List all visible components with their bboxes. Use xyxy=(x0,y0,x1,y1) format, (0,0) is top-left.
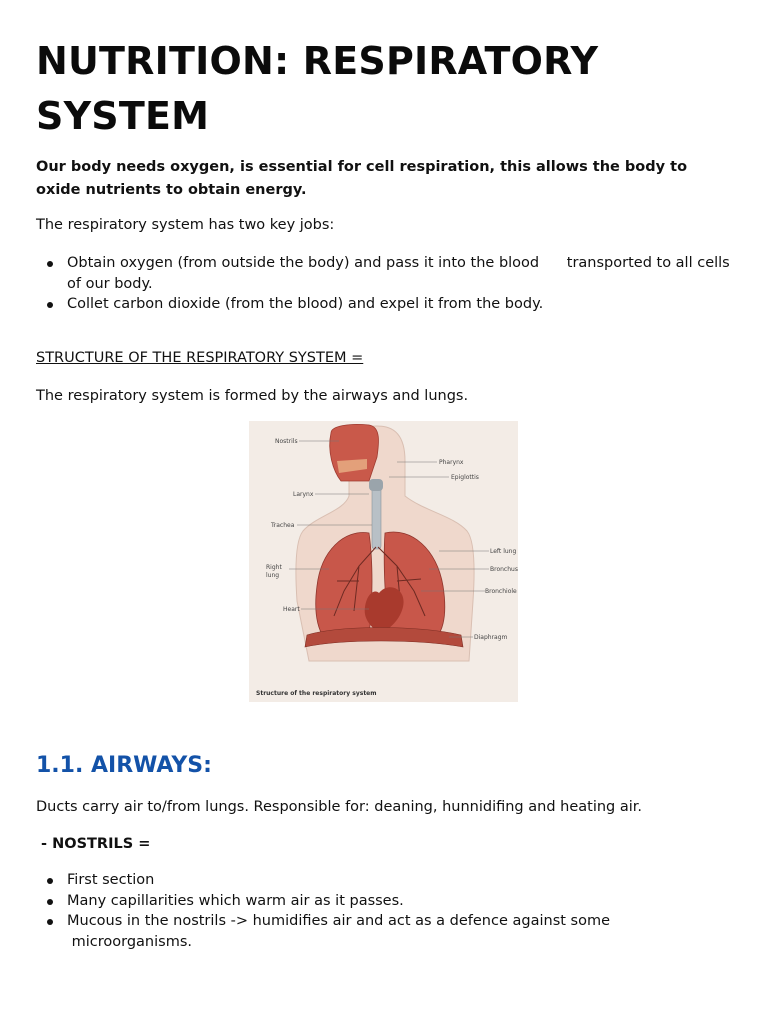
label-trachea: Trachea xyxy=(271,522,295,529)
job-2-text: Collet carbon dioxide (from the blood) and expel it from the body. xyxy=(67,296,544,312)
job-1-line-2: of our body. xyxy=(67,275,153,292)
label-diaphragm: Diaphragm xyxy=(474,634,508,641)
list-item xyxy=(36,253,736,294)
list-item xyxy=(36,294,736,315)
list-item xyxy=(36,870,736,891)
title-line-1: NUTRITION: RESPIRATORY xyxy=(36,39,599,83)
trachea-shape xyxy=(372,487,381,549)
label-pharynx: Pharynx xyxy=(439,459,464,466)
nasal-cavity xyxy=(330,424,379,481)
bullet-icon xyxy=(47,878,53,884)
label-larynx: Larynx xyxy=(293,491,314,498)
label-epiglottis: Epiglottis xyxy=(451,474,479,481)
respiratory-system-diagram xyxy=(249,421,518,702)
jobs-intro: The respiratory system has two key jobs: xyxy=(36,217,335,233)
bullet-icon xyxy=(47,899,53,905)
figure-caption: Structure of the respiratory system xyxy=(256,690,377,697)
airways-text: Ducts carry air to/from lungs. Responsible for: deaning, hunnidifing and heating air. xyxy=(36,799,642,815)
nostrils-item-1: First section xyxy=(67,872,155,888)
structure-heading: STRUCTURE OF THE RESPIRATORY SYSTEM = xyxy=(36,350,364,366)
bullet-icon xyxy=(47,919,53,925)
title-line-2: SYSTEM xyxy=(36,94,210,138)
label-right-lung-1: Right xyxy=(266,564,282,571)
bullet-icon xyxy=(47,261,53,267)
label-right-lung-2: lung xyxy=(266,572,280,579)
bullet-icon xyxy=(47,302,53,308)
airways-heading: 1.1. AIRWAYS: xyxy=(36,753,212,778)
list-item xyxy=(36,911,736,952)
list-item xyxy=(36,891,736,912)
nostrils-heading: - NOSTRILS = xyxy=(36,836,151,852)
nostrils-item-2: Many capillarities which warm air as it passes. xyxy=(67,892,404,909)
jobs-list xyxy=(36,253,736,315)
larynx-shape xyxy=(369,479,383,491)
label-left-lung: Left lung xyxy=(490,548,517,555)
label-bronchus: Bronchus xyxy=(490,566,518,573)
nostrils-list xyxy=(36,870,736,952)
label-nostrils: Nostrils xyxy=(275,438,298,445)
structure-text: The respiratory system is formed by the airways and lungs. xyxy=(36,388,469,404)
diagram-svg xyxy=(249,421,518,702)
label-heart: Heart xyxy=(283,606,300,613)
job-1-line-1: Obtain oxygen (from outside the body) and pass it into the blood transported to all cells xyxy=(67,255,730,271)
intro-paragraph: Our body needs oxygen, is essential for cell respiration, this allows the body to oxide nutrients to obtain energy. xyxy=(36,159,688,198)
nostrils-item-3: Mucous in the nostrils -> humidifies air and act as a defence against some microorganisms. xyxy=(67,913,611,950)
label-bronchiole: Bronchiole xyxy=(485,588,517,595)
page-title xyxy=(36,34,736,144)
